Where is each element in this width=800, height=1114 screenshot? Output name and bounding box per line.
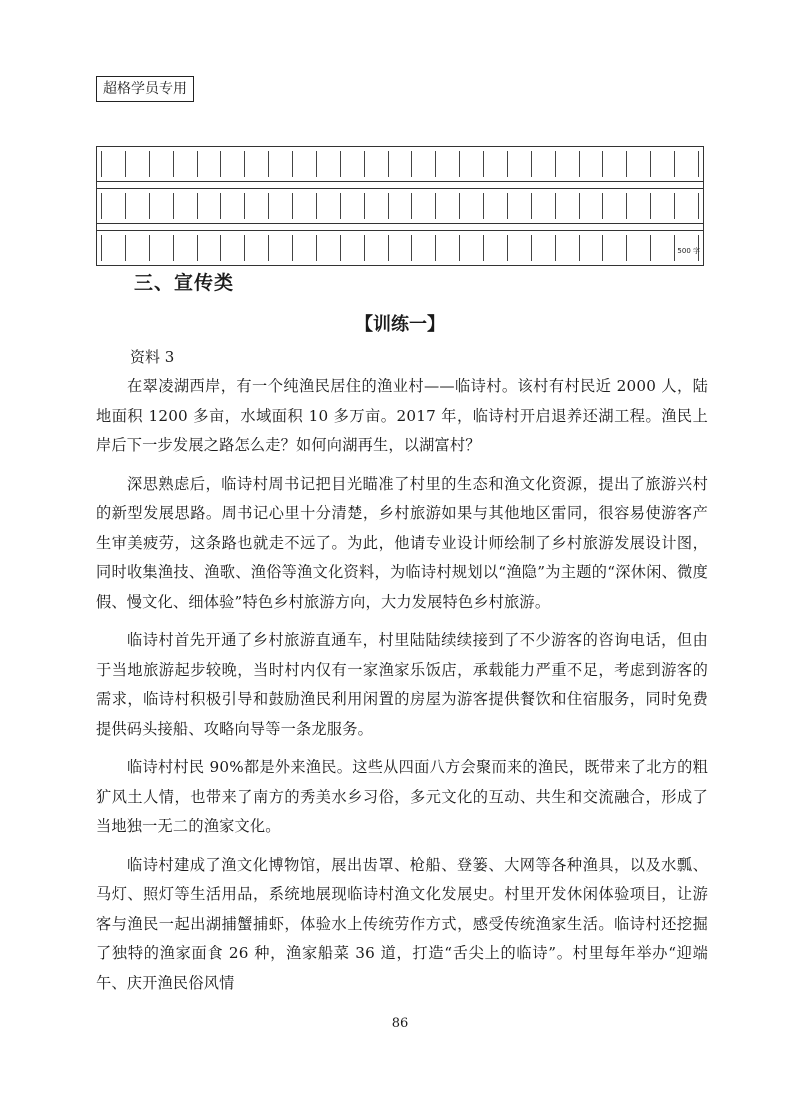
grid-cell <box>268 193 292 219</box>
grid-cell <box>244 193 268 219</box>
grid-cell <box>364 235 388 261</box>
grid-cells <box>101 193 699 219</box>
grid-cell <box>602 235 626 261</box>
grid-cell <box>579 235 603 261</box>
material-label: 资料 3 <box>130 348 175 366</box>
grid-cell <box>101 151 125 177</box>
grid-cell <box>459 151 483 177</box>
grid-cell <box>507 235 531 261</box>
grid-cell <box>459 193 483 219</box>
body-text <box>96 372 708 1007</box>
grid-cell <box>292 151 316 177</box>
grid-cell <box>316 151 340 177</box>
paragraph: 深思熟虑后，临诗村周书记把目光瞄准了村里的生态和渔文化资源，提出了旅游兴村的新型发展思路。周书记心里十分清楚，乡村旅游如果与其他地区雷同，很容易使游客产生审美疲劳，这条路也就走不远了。为此，他请专业设计师绘制了乡村旅游发展设计图，同时收集渔技、渔歌、渔俗等渔文化资料，为临诗村规划以“渔隐”为主题的“深休闲、微度假、慢文化、细体验”特色乡村旅游方向，大力发展特色乡村旅游。 <box>96 474 708 611</box>
grid-cell <box>483 193 507 219</box>
grid-cell <box>173 151 197 177</box>
grid-cell <box>674 193 699 219</box>
grid-cell <box>101 235 125 261</box>
grid-cell <box>507 151 531 177</box>
grid-cell <box>340 151 364 177</box>
grid-cell <box>173 235 197 261</box>
section-heading: 三、宣传类 <box>134 272 235 294</box>
training-title: 【训练一】 <box>355 314 445 335</box>
grid-cell <box>125 151 149 177</box>
grid-cell <box>531 151 555 177</box>
grid-cell <box>316 235 340 261</box>
grid-cell <box>197 193 221 219</box>
grid-cell <box>292 235 316 261</box>
grid-cell <box>364 151 388 177</box>
grid-cell <box>388 235 412 261</box>
grid-cell <box>101 193 125 219</box>
grid-cell <box>459 235 483 261</box>
grid-cell <box>244 151 268 177</box>
grid-cell <box>268 235 292 261</box>
grid-cell <box>316 193 340 219</box>
grid-cell <box>650 235 674 261</box>
grid-cell <box>435 235 459 261</box>
grid-cell <box>579 193 603 219</box>
student-only-badge: 超格学员专用 <box>96 76 194 102</box>
grid-cell <box>411 193 435 219</box>
grid-cell <box>555 193 579 219</box>
grid-cell <box>340 235 364 261</box>
grid-cell <box>435 151 459 177</box>
grid-cell <box>555 151 579 177</box>
grid-cell <box>650 193 674 219</box>
grid-cell <box>220 193 244 219</box>
grid-cell <box>388 193 412 219</box>
grid-cell <box>364 193 388 219</box>
paragraph: 临诗村村民 90%都是外来渔民。这些从四面八方会聚而来的渔民，既带来了北方的粗犷风土人情，也带来了南方的秀美水乡习俗，多元文化的互动、共生和交流融合，形成了当地独一无二的渔家文化。 <box>96 758 708 835</box>
grid-cell <box>340 193 364 219</box>
grid-cell <box>149 151 173 177</box>
grid-cells <box>101 235 699 261</box>
grid-cell <box>531 235 555 261</box>
answer-grid <box>96 146 704 266</box>
grid-row <box>96 146 704 182</box>
grid-row <box>96 230 704 266</box>
grid-cell <box>411 235 435 261</box>
grid-cell <box>555 235 579 261</box>
grid-cell <box>579 151 603 177</box>
grid-cells <box>101 151 699 177</box>
page-number: 86 <box>391 1016 409 1031</box>
grid-cell <box>650 151 674 177</box>
paragraph: 在翠凌湖西岸，有一个纯渔民居住的渔业村——临诗村。该村有村民近 2000 人，陆地面积 1200 多亩，水域面积 10 多万亩。2017 年，临诗村开启退养还湖工程。渔民上岸后下一步发展之路怎么走？如何向湖再生，以湖富村？ <box>96 377 708 454</box>
grid-cell <box>125 235 149 261</box>
grid-cell <box>125 193 149 219</box>
grid-cell <box>674 151 699 177</box>
grid-cell <box>149 193 173 219</box>
grid-cell <box>197 151 221 177</box>
grid-cell <box>483 151 507 177</box>
grid-cell <box>244 235 268 261</box>
word-count-label: 500 字 <box>677 247 700 255</box>
grid-cell <box>268 151 292 177</box>
grid-cell <box>411 151 435 177</box>
grid-cell <box>626 193 650 219</box>
grid-cell <box>483 235 507 261</box>
paragraph: 临诗村首先开通了乡村旅游直通车，村里陆陆续续接到了不少游客的咨询电话，但由于当地旅游起步较晚，当时村内仅有一家渔家乐饭店，承载能力严重不足，考虑到游客的需求，临诗村积极引导和鼓励渔民利用闲置的房屋为游客提供餐饮和住宿服务，同时免费提供码头接船、攻略向导等一条龙服务。 <box>96 631 708 738</box>
grid-cell <box>149 235 173 261</box>
grid-cell <box>220 235 244 261</box>
grid-cell <box>531 193 555 219</box>
grid-cell <box>435 193 459 219</box>
grid-cell <box>173 193 197 219</box>
grid-cell <box>292 193 316 219</box>
grid-cell <box>626 151 650 177</box>
grid-cell <box>197 235 221 261</box>
grid-cell <box>602 151 626 177</box>
grid-cell <box>507 193 531 219</box>
grid-cell <box>602 193 626 219</box>
grid-row <box>96 188 704 224</box>
grid-cell <box>220 151 244 177</box>
grid-cell <box>626 235 650 261</box>
grid-cell <box>388 151 412 177</box>
paragraph: 临诗村建成了渔文化博物馆，展出齿罩、枪船、登篓、大网等各种渔具，以及水瓢、马灯、照灯等生活用品，系统地展现临诗村渔文化发展史。村里开发休闲体验项目，让游客与渔民一起出湖捕蟹捕虾，体验水上传统劳作方式，感受传统渔家生活。临诗村还挖掘了独特的渔家面食 26 种，渔家船菜 36 道，打造“舌尖上的临诗”。村里每年举办“迎端午、庆开渔民俗风情 <box>96 855 708 992</box>
